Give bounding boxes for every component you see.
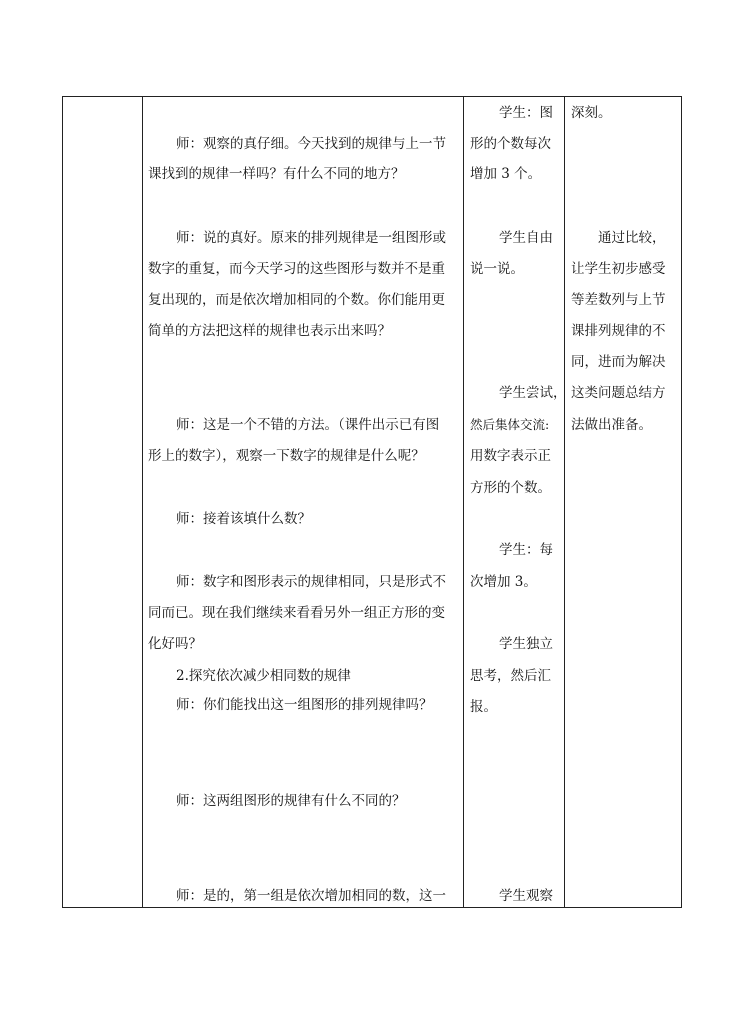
student-text-line: 说一说。 — [470, 261, 524, 277]
teacher-text-line: 师：这是一个不错的方法。（课件出示已有图 — [176, 417, 440, 433]
teacher-text-line: 师：数字和图形表示的规律相同，只是形式不 — [176, 574, 446, 590]
teacher-text-line: 师：观察的真仔细。今天找到的规律与上一节 — [176, 136, 446, 152]
teacher-text-line: 形上的数字），观察一下数字的规律是什么呢？ — [148, 448, 425, 464]
column-divider-3 — [564, 97, 565, 907]
intent-text-line: 同，进而为解决 — [571, 354, 666, 370]
student-text-line: 学生独立 — [499, 636, 553, 652]
intent-text-line: 让学生初步感受 — [571, 261, 666, 277]
teacher-text-line: 课找到的规律一样吗？有什么不同的地方？ — [148, 166, 405, 182]
student-text-line: 增加 3 个。 — [470, 166, 542, 182]
teacher-text-line: 师：你们能找出这一组图形的排列规律吗？ — [176, 697, 433, 713]
student-text-line: 用数字表示正 — [470, 448, 551, 464]
intent-text-line: 深刻。 — [571, 105, 612, 121]
student-text-line: 形的个数每次 — [470, 136, 551, 152]
student-text-line: 方形的个数。 — [470, 480, 551, 496]
student-text-line: 学生观察 — [499, 888, 553, 904]
teacher-text-line: 师：是的，第一组是依次增加相同的数，这一 — [176, 888, 446, 904]
student-text-line: 学生尝试， — [499, 385, 567, 401]
teacher-text-line: 师：这两组图形的规律有什么不同的？ — [176, 793, 406, 809]
teacher-text-line: 师：接着该填什么数？ — [176, 511, 311, 527]
student-text-line: 学生自由 — [499, 230, 553, 246]
intent-text-line: 等差数列与上节 — [571, 292, 666, 308]
column-divider-1 — [142, 97, 143, 907]
column-divider-2 — [463, 97, 464, 907]
student-text-line: 学生：每 — [499, 542, 553, 558]
intent-text-line: 通过比较， — [598, 230, 666, 246]
teacher-text-line: 复出现的，而是依次增加相同的个数。你们能用更 — [148, 292, 445, 308]
intent-text-line: 这类问题总结方 — [571, 385, 666, 401]
intent-text-line: 法做出准备。 — [571, 417, 652, 433]
student-text-line: 次增加 3。 — [470, 574, 537, 590]
lesson-plan-table — [62, 96, 682, 908]
teacher-text-line: 化好吗？ — [148, 636, 202, 652]
intent-text-line: 课排列规律的不 — [571, 323, 666, 339]
teacher-text-line: 简单的方法把这样的规律也表示出来吗？ — [148, 323, 391, 339]
student-text-line: 学生：图 — [499, 105, 553, 121]
teacher-text-line: 同而已。现在我们继续来看看另外一组正方形的变 — [148, 605, 445, 621]
teacher-text-line: 师：说的真好。原来的排列规律是一组图形或 — [176, 230, 446, 246]
teacher-text-line: 数字的重复，而今天学习的这些图形与数并不是重 — [148, 261, 445, 277]
student-text-line: 思考，然后汇 — [470, 668, 551, 684]
section-heading: 2.探究依次减少相同数的规律 — [176, 668, 351, 684]
student-text-line: 报。 — [470, 699, 497, 715]
student-text-line: 然后集体交流: — [470, 417, 550, 432]
